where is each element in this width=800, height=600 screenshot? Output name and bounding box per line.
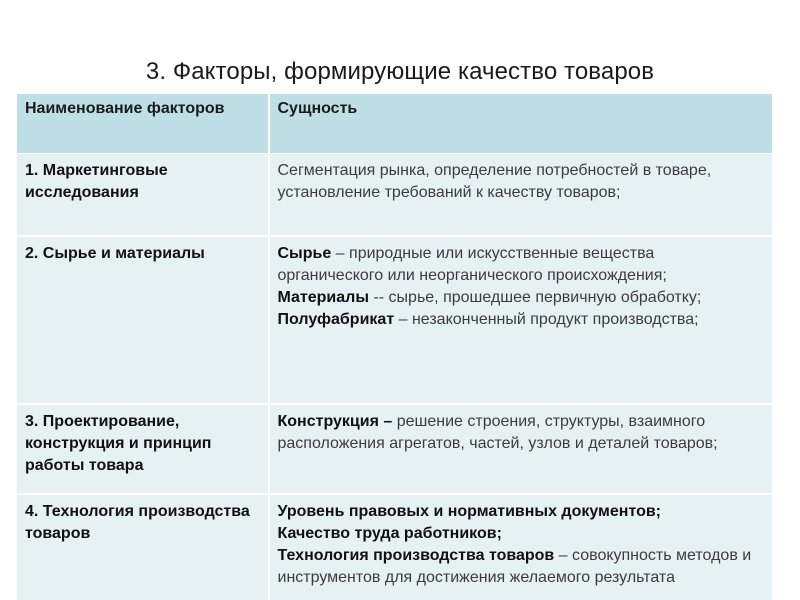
essence-cell (269, 494, 773, 600)
essence-text: решение строения, структуры, взаимного расположения агрегатов, частей, узлов и деталей товаров; (277, 413, 718, 452)
essence-term: Материалы (277, 289, 369, 306)
essence-line (278, 309, 764, 331)
essence-term: Сырье (277, 245, 332, 262)
essence-cell (269, 236, 773, 404)
essence-line (278, 523, 764, 545)
essence-text: Сегментация рынка, определение потребностей в товаре, установление требований к качеству товаров; (277, 162, 712, 201)
table-row (17, 494, 773, 600)
essence-term: Уровень правовых и нормативных документов; (277, 503, 662, 520)
header-factor-name: Наименование факторов (17, 94, 269, 154)
essence-line (278, 545, 764, 589)
essence-line (278, 160, 764, 204)
table-row (17, 404, 773, 494)
essence-text: -- сырье, прошедшее первичную обработку; (369, 289, 702, 306)
essence-text: – совокупность методов и инструментов для достижения желаемого результата (277, 547, 752, 586)
essence-line (278, 243, 764, 287)
essence-term: Технология производства товаров (277, 547, 555, 564)
essence-term: Конструкция – (277, 413, 393, 430)
header-essence: Сущность (269, 94, 773, 154)
essence-cell (269, 404, 773, 494)
essence-line (278, 501, 764, 523)
essence-text: – незаконченный продукт производства; (394, 311, 699, 328)
essence-cell (269, 154, 773, 237)
table-header-row (17, 94, 773, 154)
factor-cell: 3. Проектирование, конструкция и принцип работы товара (17, 404, 269, 494)
factors-table (16, 93, 774, 600)
essence-term: Качество труда работников; (277, 525, 502, 542)
slide-title: 3. Факторы, формирующие качество товаров (145, 58, 655, 85)
factor-cell: 2. Сырье и материалы (17, 236, 269, 404)
essence-text: – природные или искусственные вещества органического или неорганического происхождения; (277, 245, 667, 284)
factor-cell: 4. Технология производства товаров (17, 494, 269, 600)
essence-term: Полуфабрикат (277, 311, 395, 328)
factor-cell: 1. Маркетинговые исследования (17, 154, 269, 237)
table-row (17, 236, 773, 404)
essence-line (278, 411, 764, 455)
essence-line (278, 287, 764, 309)
table-row (17, 154, 773, 237)
